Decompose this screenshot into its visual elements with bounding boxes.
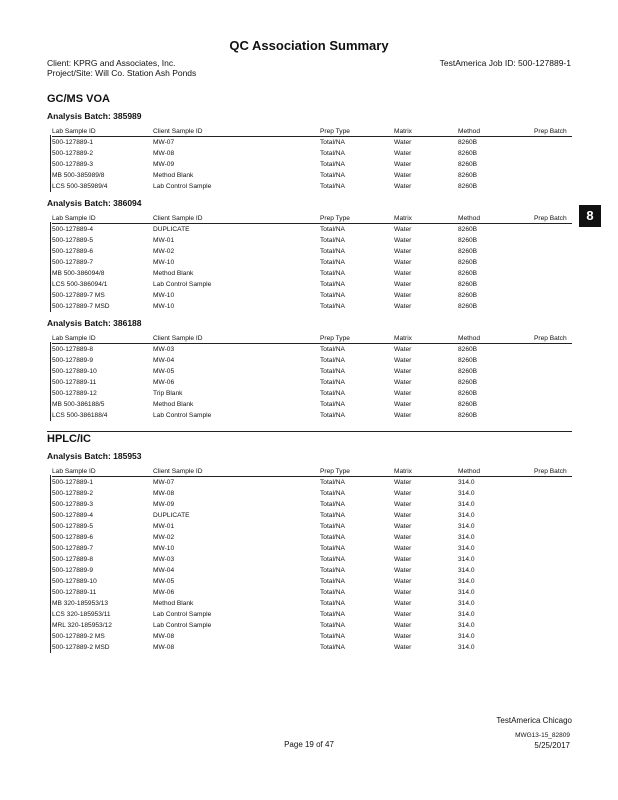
column-header-method: Method: [458, 215, 480, 222]
cell-prep-type: Total/NA: [320, 578, 345, 585]
table-row: [52, 159, 572, 170]
page-title: QC Association Summary: [229, 38, 389, 53]
cell-method: 314.0: [458, 534, 475, 541]
cell-client-sample-id: MW-05: [153, 578, 175, 585]
cell-matrix: Water: [394, 644, 412, 651]
cell-matrix: Water: [394, 226, 412, 233]
table-row: [52, 587, 572, 598]
cell-lab-sample-id: 500-127889-6: [52, 534, 94, 541]
cell-matrix: Water: [394, 357, 412, 364]
cell-method: 314.0: [458, 644, 475, 651]
cell-method: 314.0: [458, 622, 475, 629]
cell-client-sample-id: Lab Control Sample: [153, 281, 212, 288]
cell-lab-sample-id: LCS 500-385989/4: [52, 183, 108, 190]
cell-matrix: Water: [394, 622, 412, 629]
table-row: [52, 235, 572, 246]
project-line: Project/Site: Will Co. Station Ash Ponds: [47, 68, 197, 78]
cell-prep-type: Total/NA: [320, 281, 345, 288]
column-header-prep-type: Prep Type: [320, 335, 350, 342]
table-row: [52, 609, 572, 620]
cell-prep-type: Total/NA: [320, 368, 345, 375]
cell-client-sample-id: MW-10: [153, 545, 175, 552]
cell-matrix: Water: [394, 303, 412, 310]
cell-matrix: Water: [394, 512, 412, 519]
job-id-line: TestAmerica Job ID: 500-127889-1: [439, 58, 571, 68]
column-header-client-sample-id: Client Sample ID: [153, 335, 203, 342]
cell-lab-sample-id: 500-127889-11: [52, 379, 97, 386]
column-header-matrix: Matrix: [394, 128, 412, 135]
cell-matrix: Water: [394, 270, 412, 277]
cell-method: 8260B: [458, 390, 478, 397]
table-row: [52, 366, 572, 377]
cell-lab-sample-id: MB 320-185953/13: [52, 600, 109, 607]
column-header-lab-sample-id: Lab Sample ID: [52, 468, 96, 475]
cell-prep-type: Total/NA: [320, 303, 345, 310]
cell-matrix: Water: [394, 183, 412, 190]
cell-client-sample-id: MW-06: [153, 589, 175, 596]
cell-method: 8260B: [458, 281, 478, 288]
cell-method: 8260B: [458, 401, 478, 408]
cell-prep-type: Total/NA: [320, 172, 345, 179]
table-row: [52, 620, 572, 631]
cell-lab-sample-id: 500-127889-4: [52, 226, 94, 233]
column-header-client-sample-id: Client Sample ID: [153, 215, 203, 222]
cell-lab-sample-id: MB 500-386094/8: [52, 270, 105, 277]
cell-matrix: Water: [394, 401, 412, 408]
table-row: [52, 268, 572, 279]
cell-client-sample-id: MW-09: [153, 501, 175, 508]
cell-prep-type: Total/NA: [320, 183, 345, 190]
cell-lab-sample-id: 500-127889-11: [52, 589, 97, 596]
analysis-batch-title: Analysis Batch: 185953: [47, 451, 142, 461]
cell-client-sample-id: Lab Control Sample: [153, 611, 212, 618]
cell-prep-type: Total/NA: [320, 545, 345, 552]
table-row: [52, 388, 572, 399]
cell-client-sample-id: MW-05: [153, 368, 175, 375]
cell-lab-sample-id: 500-127889-2 MS: [52, 633, 105, 640]
table-row: [52, 543, 572, 554]
cell-matrix: Water: [394, 346, 412, 353]
section-divider: [47, 431, 572, 432]
cell-prep-type: Total/NA: [320, 633, 345, 640]
cell-matrix: Water: [394, 600, 412, 607]
cell-prep-type: Total/NA: [320, 556, 345, 563]
cell-client-sample-id: MW-08: [153, 150, 175, 157]
cell-client-sample-id: MW-08: [153, 633, 175, 640]
cell-method: 8260B: [458, 270, 478, 277]
cell-lab-sample-id: 500-127889-1: [52, 139, 94, 146]
table-left-rule: [50, 222, 51, 312]
cell-client-sample-id: MW-10: [153, 303, 175, 310]
cell-client-sample-id: MW-10: [153, 292, 175, 299]
cell-matrix: Water: [394, 523, 412, 530]
table-row: [52, 642, 572, 653]
column-header-method: Method: [458, 468, 480, 475]
cell-lab-sample-id: 500-127889-10: [52, 368, 97, 375]
table-row: [52, 565, 572, 576]
cell-matrix: Water: [394, 479, 412, 486]
cell-method: 314.0: [458, 611, 475, 618]
table-row: [52, 510, 572, 521]
cell-lab-sample-id: 500-127889-8: [52, 556, 94, 563]
cell-client-sample-id: Method Blank: [153, 172, 194, 179]
cell-client-sample-id: MW-09: [153, 161, 175, 168]
cell-client-sample-id: Method Blank: [153, 270, 194, 277]
cell-method: 8260B: [458, 379, 478, 386]
column-header-prep-type: Prep Type: [320, 128, 350, 135]
cell-client-sample-id: MW-06: [153, 379, 175, 386]
cell-matrix: Water: [394, 259, 412, 266]
cell-matrix: Water: [394, 237, 412, 244]
cell-prep-type: Total/NA: [320, 161, 345, 168]
cell-method: 8260B: [458, 150, 478, 157]
cell-method: 8260B: [458, 172, 478, 179]
column-header-client-sample-id: Client Sample ID: [153, 468, 203, 475]
cell-matrix: Water: [394, 248, 412, 255]
table-row: [52, 521, 572, 532]
cell-lab-sample-id: MB 500-385989/8: [52, 172, 105, 179]
cell-matrix: Water: [394, 611, 412, 618]
cell-prep-type: Total/NA: [320, 523, 345, 530]
cell-prep-type: Total/NA: [320, 501, 345, 508]
column-header-prep-type: Prep Type: [320, 215, 350, 222]
cell-matrix: Water: [394, 161, 412, 168]
cell-prep-type: Total/NA: [320, 379, 345, 386]
cell-method: 314.0: [458, 600, 475, 607]
cell-lab-sample-id: 500-127889-9: [52, 567, 94, 574]
table-row: [52, 377, 572, 388]
cell-lab-sample-id: 500-127889-7: [52, 545, 94, 552]
cell-prep-type: Total/NA: [320, 292, 345, 299]
section-tab-marker: 8: [579, 205, 601, 227]
table-row: [52, 137, 572, 148]
cell-prep-type: Total/NA: [320, 390, 345, 397]
cell-method: 8260B: [458, 357, 478, 364]
cell-matrix: Water: [394, 390, 412, 397]
cell-method: 314.0: [458, 567, 475, 574]
client-line: Client: KPRG and Associates, Inc.: [47, 58, 176, 68]
cell-prep-type: Total/NA: [320, 567, 345, 574]
cell-client-sample-id: Lab Control Sample: [153, 412, 212, 419]
cell-lab-sample-id: 500-127889-7 MS: [52, 292, 105, 299]
cell-prep-type: Total/NA: [320, 412, 345, 419]
cell-client-sample-id: MW-10: [153, 259, 175, 266]
cell-method: 8260B: [458, 248, 478, 255]
table-row: [52, 576, 572, 587]
cell-method: 8260B: [458, 368, 478, 375]
cell-matrix: Water: [394, 368, 412, 375]
table-row: [52, 532, 572, 543]
table-row: [52, 301, 572, 312]
cell-client-sample-id: MW-02: [153, 248, 175, 255]
cell-method: 8260B: [458, 139, 478, 146]
footer-document-code: MWG13-15_82809: [515, 732, 570, 739]
column-header-prep-batch: Prep Batch: [534, 215, 567, 222]
cell-method: 314.0: [458, 523, 475, 530]
table-row: [52, 399, 572, 410]
cell-matrix: Water: [394, 633, 412, 640]
cell-matrix: Water: [394, 172, 412, 179]
cell-prep-type: Total/NA: [320, 611, 345, 618]
column-header-method: Method: [458, 335, 480, 342]
cell-lab-sample-id: 500-127889-12: [52, 390, 97, 397]
cell-prep-type: Total/NA: [320, 259, 345, 266]
table-row: [52, 488, 572, 499]
cell-matrix: Water: [394, 578, 412, 585]
cell-matrix: Water: [394, 567, 412, 574]
cell-prep-type: Total/NA: [320, 479, 345, 486]
table-row: [52, 477, 572, 488]
cell-matrix: Water: [394, 292, 412, 299]
table-row: [52, 499, 572, 510]
cell-lab-sample-id: MB 500-386188/5: [52, 401, 105, 408]
column-header-matrix: Matrix: [394, 215, 412, 222]
cell-method: 314.0: [458, 501, 475, 508]
cell-matrix: Water: [394, 556, 412, 563]
cell-client-sample-id: MW-02: [153, 534, 175, 541]
cell-prep-type: Total/NA: [320, 237, 345, 244]
cell-prep-type: Total/NA: [320, 226, 345, 233]
column-header-prep-batch: Prep Batch: [534, 128, 567, 135]
cell-method: 314.0: [458, 479, 475, 486]
cell-client-sample-id: MW-04: [153, 357, 175, 364]
column-header-lab-sample-id: Lab Sample ID: [52, 128, 96, 135]
table-left-rule: [50, 342, 51, 421]
cell-matrix: Water: [394, 412, 412, 419]
cell-client-sample-id: Lab Control Sample: [153, 183, 212, 190]
cell-lab-sample-id: 500-127889-3: [52, 161, 94, 168]
cell-lab-sample-id: 500-127889-7: [52, 259, 94, 266]
cell-method: 8260B: [458, 183, 478, 190]
cell-prep-type: Total/NA: [320, 357, 345, 364]
table-row: [52, 631, 572, 642]
column-header-method: Method: [458, 128, 480, 135]
cell-prep-type: Total/NA: [320, 490, 345, 497]
cell-lab-sample-id: 500-127889-5: [52, 237, 94, 244]
cell-client-sample-id: MW-03: [153, 556, 175, 563]
cell-method: 8260B: [458, 292, 478, 299]
cell-matrix: Water: [394, 534, 412, 541]
cell-prep-type: Total/NA: [320, 600, 345, 607]
cell-client-sample-id: Method Blank: [153, 401, 194, 408]
cell-client-sample-id: DUPLICATE: [153, 226, 190, 233]
column-header-matrix: Matrix: [394, 335, 412, 342]
table-row: [52, 257, 572, 268]
column-header-matrix: Matrix: [394, 468, 412, 475]
cell-method: 8260B: [458, 303, 478, 310]
table-left-rule: [50, 475, 51, 653]
cell-client-sample-id: MW-07: [153, 139, 175, 146]
cell-client-sample-id: Method Blank: [153, 600, 194, 607]
column-header-lab-sample-id: Lab Sample ID: [52, 215, 96, 222]
column-header-client-sample-id: Client Sample ID: [153, 128, 203, 135]
cell-client-sample-id: MW-07: [153, 479, 175, 486]
cell-method: 314.0: [458, 490, 475, 497]
cell-prep-type: Total/NA: [320, 139, 345, 146]
cell-matrix: Water: [394, 379, 412, 386]
table-row: [52, 181, 572, 192]
cell-method: 8260B: [458, 412, 478, 419]
cell-prep-type: Total/NA: [320, 589, 345, 596]
table-row: [52, 279, 572, 290]
table-row: [52, 246, 572, 257]
cell-lab-sample-id: LCS 320-185953/11: [52, 611, 111, 618]
table-row: [52, 170, 572, 181]
cell-method: 8260B: [458, 346, 478, 353]
cell-method: 8260B: [458, 226, 478, 233]
cell-lab-sample-id: LCS 500-386094/1: [52, 281, 108, 288]
footer-page-number: Page 19 of 47: [284, 740, 334, 749]
column-header-prep-type: Prep Type: [320, 468, 350, 475]
cell-lab-sample-id: 500-127889-9: [52, 357, 94, 364]
table-row: [52, 355, 572, 366]
table-row: [52, 290, 572, 301]
cell-lab-sample-id: 500-127889-7 MSD: [52, 303, 110, 310]
cell-matrix: Water: [394, 589, 412, 596]
cell-method: 314.0: [458, 545, 475, 552]
cell-lab-sample-id: LCS 500-386188/4: [52, 412, 108, 419]
table-row: [52, 224, 572, 235]
section-title: GC/MS VOA: [47, 93, 110, 105]
cell-matrix: Water: [394, 150, 412, 157]
cell-lab-sample-id: 500-127889-2: [52, 150, 94, 157]
cell-lab-sample-id: 500-127889-1: [52, 479, 94, 486]
cell-matrix: Water: [394, 545, 412, 552]
table-row: [52, 554, 572, 565]
cell-client-sample-id: MW-01: [153, 237, 175, 244]
analysis-batch-title: Analysis Batch: 386188: [47, 318, 142, 328]
table-row: [52, 598, 572, 609]
cell-matrix: Water: [394, 490, 412, 497]
column-header-prep-batch: Prep Batch: [534, 335, 567, 342]
cell-client-sample-id: MW-01: [153, 523, 175, 530]
analysis-batch-title: Analysis Batch: 385989: [47, 111, 142, 121]
cell-client-sample-id: MW-04: [153, 567, 175, 574]
footer-company: TestAmerica Chicago: [496, 716, 572, 725]
cell-client-sample-id: MW-08: [153, 490, 175, 497]
cell-method: 8260B: [458, 161, 478, 168]
cell-lab-sample-id: 500-127889-2: [52, 490, 94, 497]
table-row: [52, 410, 572, 421]
cell-prep-type: Total/NA: [320, 346, 345, 353]
section-title: HPLC/IC: [47, 433, 91, 445]
cell-lab-sample-id: 500-127889-4: [52, 512, 94, 519]
cell-prep-type: Total/NA: [320, 644, 345, 651]
column-header-lab-sample-id: Lab Sample ID: [52, 335, 96, 342]
cell-prep-type: Total/NA: [320, 150, 345, 157]
cell-lab-sample-id: 500-127889-6: [52, 248, 94, 255]
cell-method: 8260B: [458, 259, 478, 266]
table-left-rule: [50, 135, 51, 192]
table-row: [52, 148, 572, 159]
table-row: [52, 344, 572, 355]
cell-client-sample-id: Trip Blank: [153, 390, 183, 397]
cell-prep-type: Total/NA: [320, 534, 345, 541]
cell-client-sample-id: MW-03: [153, 346, 175, 353]
cell-prep-type: Total/NA: [320, 401, 345, 408]
cell-client-sample-id: Lab Control Sample: [153, 622, 212, 629]
cell-method: 314.0: [458, 633, 475, 640]
cell-lab-sample-id: 500-127889-3: [52, 501, 94, 508]
cell-method: 314.0: [458, 589, 475, 596]
cell-method: 314.0: [458, 578, 475, 585]
cell-prep-type: Total/NA: [320, 270, 345, 277]
cell-prep-type: Total/NA: [320, 248, 345, 255]
cell-method: 314.0: [458, 512, 475, 519]
cell-matrix: Water: [394, 139, 412, 146]
cell-lab-sample-id: 500-127889-8: [52, 346, 94, 353]
cell-matrix: Water: [394, 281, 412, 288]
cell-client-sample-id: MW-08: [153, 644, 175, 651]
cell-method: 314.0: [458, 556, 475, 563]
cell-prep-type: Total/NA: [320, 512, 345, 519]
analysis-batch-title: Analysis Batch: 386094: [47, 198, 142, 208]
footer-date: 5/25/2017: [534, 741, 570, 750]
cell-lab-sample-id: 500-127889-10: [52, 578, 97, 585]
cell-lab-sample-id: 500-127889-2 MSD: [52, 644, 110, 651]
cell-lab-sample-id: 500-127889-5: [52, 523, 94, 530]
cell-method: 8260B: [458, 237, 478, 244]
cell-prep-type: Total/NA: [320, 622, 345, 629]
cell-client-sample-id: DUPLICATE: [153, 512, 190, 519]
cell-lab-sample-id: MRL 320-185953/12: [52, 622, 112, 629]
cell-matrix: Water: [394, 501, 412, 508]
column-header-prep-batch: Prep Batch: [534, 468, 567, 475]
